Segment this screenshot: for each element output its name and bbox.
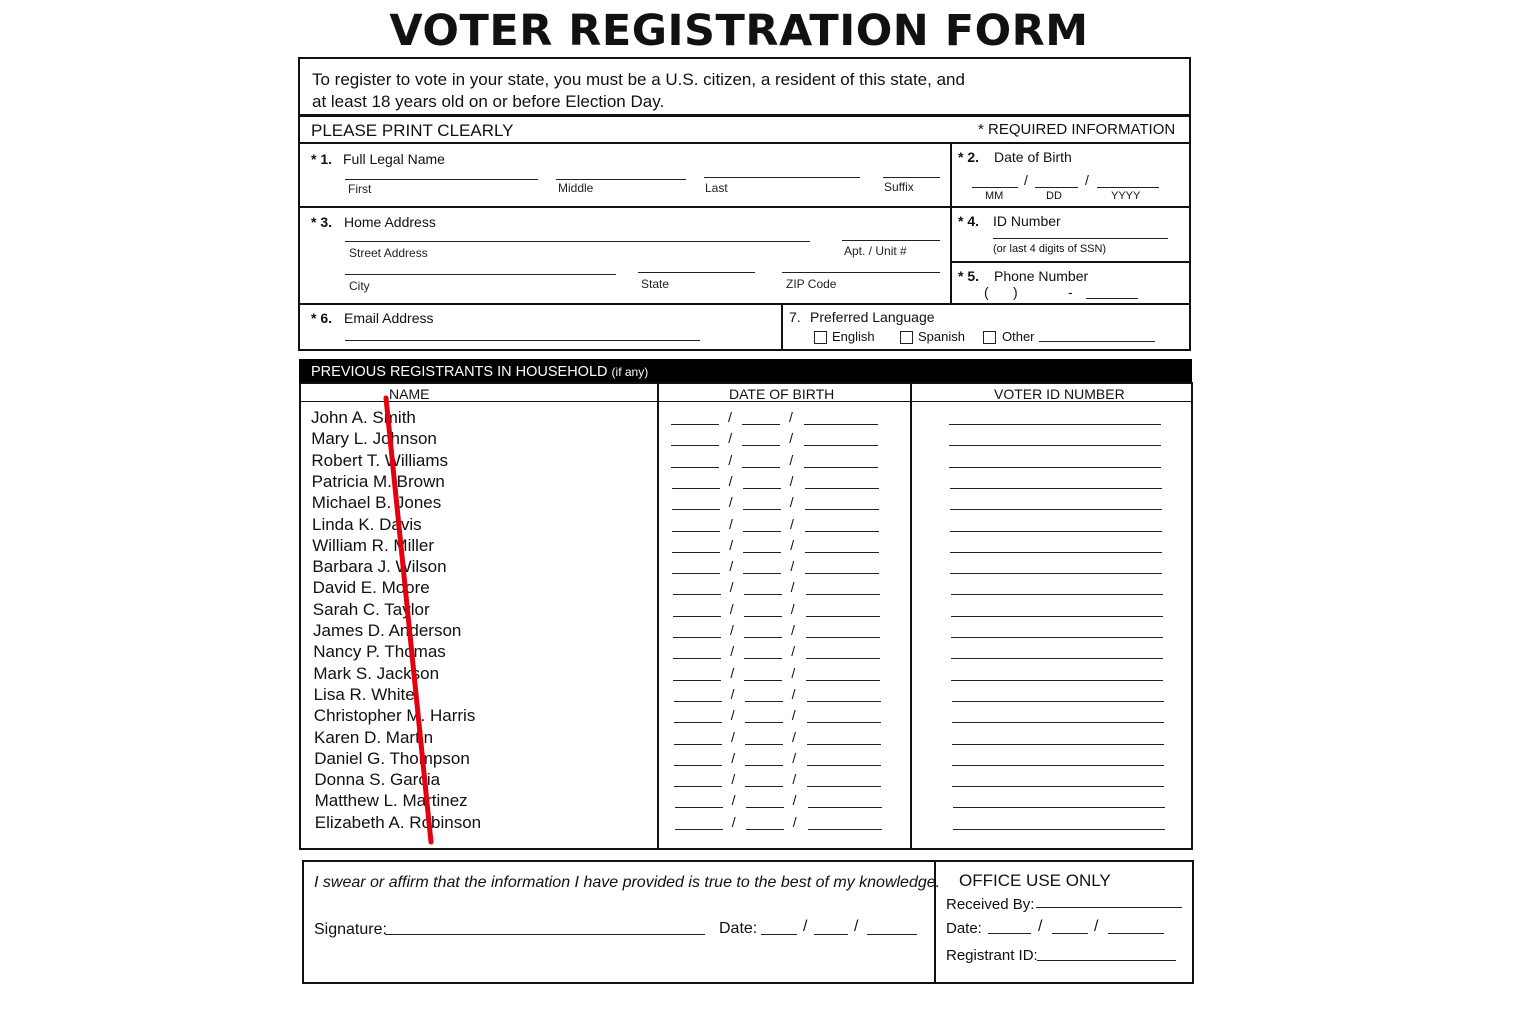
phone-dash: - — [1068, 284, 1073, 300]
registrant-id-label: Registrant ID: — [946, 947, 1038, 964]
household-dob-slash: / — [791, 622, 795, 638]
household-dob-slash: / — [728, 494, 733, 511]
household-dob-slash: / — [789, 472, 794, 489]
household-dob-slash: / — [790, 536, 795, 553]
household-dob-slash: / — [792, 792, 797, 809]
lang-label: Preferred Language — [810, 309, 935, 325]
middle-sublabel: Middle — [558, 181, 594, 195]
household-dob-slash: / — [789, 430, 794, 447]
intro-line-1: To register to vote in your state, you must be a U.S. citizen, a resident of this state, and — [312, 70, 965, 89]
zip-sublabel: ZIP Code — [786, 277, 837, 291]
sign-date-mm[interactable] — [761, 934, 797, 935]
sign-date-label: Date: — [719, 920, 758, 937]
registrant-name: Donna S. Garcia — [314, 770, 441, 790]
phone-label: Phone Number — [994, 268, 1089, 284]
office-date-slash-2: / — [1094, 918, 1099, 935]
registrant-name: Linda K. Davis — [312, 514, 422, 534]
id-number-label: ID Number — [993, 213, 1061, 229]
household-dob-slash: / — [790, 515, 794, 532]
mm-sublabel: MM — [985, 190, 1004, 202]
household-dob-slash: / — [791, 643, 796, 660]
registrant-name: William R. Miller — [312, 535, 435, 555]
col-dob-header: DATE OF BIRTH — [729, 386, 835, 402]
spanish-label: Spanish — [918, 329, 965, 344]
household-dob-slash: / — [728, 472, 733, 489]
yyyy-sublabel: YYYY — [1111, 190, 1141, 202]
phone-paren-close: ) — [1013, 284, 1018, 300]
household-dob-slash: / — [790, 600, 795, 617]
household-dob-slash: / — [731, 728, 735, 745]
household-dob-slash: / — [731, 749, 736, 766]
household-dob-slash: / — [791, 664, 796, 681]
english-label: English — [832, 329, 875, 344]
household-dob-slash: / — [790, 579, 795, 596]
household-dob-slash: / — [789, 494, 794, 511]
id-number-num: * 4. — [958, 213, 980, 229]
phone-num: * 5. — [958, 268, 980, 284]
household-dob-slash: / — [729, 600, 734, 617]
registrant-name: Elizabeth A. Robinson — [314, 812, 482, 832]
street-sublabel: Street Address — [349, 246, 428, 260]
affirmation-text: I swear or affirm that the information I have provided is true to the best of my knowledge. — [314, 874, 941, 891]
office-date-yyyy[interactable] — [1108, 933, 1164, 934]
dd-sublabel: DD — [1046, 190, 1062, 202]
household-dob-slash: / — [731, 792, 736, 809]
household-dob-slash: / — [792, 771, 797, 788]
id-number-hint: (or last 4 digits of SSN) — [993, 243, 1107, 255]
household-dob-slash: / — [731, 771, 736, 788]
registrant-name: Mary L. Johnson — [311, 429, 437, 449]
household-dob-slash: / — [729, 579, 734, 596]
registrant-name: Karen D. Martin — [314, 727, 434, 747]
registrant-name: James D. Anderson — [313, 621, 462, 640]
household-dob-slash: / — [728, 409, 732, 425]
office-date-slash-1: / — [1038, 918, 1043, 935]
first-sublabel: First — [348, 182, 372, 196]
intro-line-2: at least 18 years old on or before Election Day. — [312, 92, 665, 111]
registrant-name: Matthew L. Martinez — [314, 791, 468, 811]
col-voter-id-header: VOTER ID NUMBER — [994, 386, 1125, 402]
form-title: VOTER REGISTRATION FORM — [389, 6, 1089, 56]
registrant-name: Daniel G. Thompson — [314, 748, 470, 768]
household-dob-slash: / — [729, 558, 734, 575]
household-dob-slash: / — [792, 728, 796, 745]
household-dob-slash: / — [792, 749, 797, 766]
registrant-name: John A. Smith — [311, 408, 416, 427]
household-dob-slash: / — [791, 707, 796, 724]
registrant-name: Barbara J. Wilson — [312, 557, 447, 577]
required-info-label: * REQUIRED INFORMATION — [978, 121, 1176, 138]
home-label: Home Address — [344, 214, 436, 230]
registrant-name: David E. Moore — [312, 578, 430, 598]
household-dob-slash: / — [730, 622, 734, 638]
household-dob-slash: / — [729, 536, 734, 553]
suffix-sublabel: Suffix — [884, 180, 914, 194]
household-dob-slash: / — [792, 813, 797, 830]
household-dob-slash: / — [729, 515, 733, 532]
office-date-mm[interactable] — [988, 933, 1031, 934]
last-sublabel: Last — [705, 181, 728, 195]
household-header-title: PREVIOUS REGISTRANTS IN HOUSEHOLD — [311, 364, 608, 380]
household-dob-slash: / — [728, 430, 733, 447]
registrant-name: Nancy P. Thomas — [313, 642, 446, 662]
household-header-note: (if any) — [611, 365, 649, 379]
sign-date-dd[interactable] — [814, 934, 848, 935]
registrant-name: Mark S. Jackson — [313, 663, 440, 683]
registrant-name: Michael B. Jones — [311, 493, 442, 513]
full-name-label: Full Legal Name — [343, 151, 445, 167]
household-dob-slash: / — [730, 664, 735, 681]
received-by-label: Received By: — [946, 896, 1035, 913]
home-number: * 3. — [311, 214, 333, 230]
city-sublabel: City — [349, 279, 370, 293]
registrant-name: Sarah C. Taylor — [312, 599, 430, 619]
household-dob-slash: / — [790, 558, 795, 575]
household-dob-slash: / — [730, 685, 735, 702]
sign-date-slash-2: / — [854, 918, 859, 935]
dob-slash-1: / — [1024, 172, 1028, 188]
household-dob-slash: / — [730, 643, 735, 660]
household-dob-slash: / — [789, 451, 794, 468]
apt-sublabel: Apt. / Unit # — [844, 244, 907, 258]
registrant-id-field[interactable] — [1037, 960, 1176, 961]
registrant-name: Patricia M. Brown — [311, 471, 445, 491]
col-name-header: NAME — [389, 386, 430, 402]
sign-date-yyyy[interactable] — [867, 934, 917, 935]
email-label: Email Address — [344, 310, 434, 326]
lang-num: 7. — [789, 309, 801, 325]
strike-line — [386, 398, 431, 842]
registrant-name: Christopher M. Harris — [313, 706, 476, 726]
signature-field[interactable] — [385, 934, 705, 935]
email-num: * 6. — [311, 310, 333, 326]
phone-paren-open: ( — [984, 284, 989, 300]
full-name-number: * 1. — [311, 151, 333, 167]
print-clearly-label: PLEASE PRINT CLEARLY — [311, 121, 514, 140]
household-dob-slash: / — [730, 707, 735, 724]
registrant-name: Lisa R. White — [313, 684, 415, 704]
state-sublabel: State — [641, 277, 670, 291]
office-date-label: Date: — [946, 920, 982, 937]
received-by-field[interactable] — [1036, 907, 1182, 908]
household-dob-slash: / — [789, 409, 793, 425]
signature-label: Signature: — [314, 921, 387, 938]
other-label: Other — [1002, 329, 1035, 344]
dob-slash-2: / — [1085, 172, 1089, 188]
dob-label: Date of Birth — [994, 149, 1072, 165]
office-use-title: OFFICE USE ONLY — [959, 871, 1111, 890]
office-date-dd[interactable] — [1052, 933, 1088, 934]
household-dob-slash: / — [728, 451, 733, 468]
sign-date-slash-1: / — [803, 918, 808, 935]
household-dob-slash: / — [731, 813, 736, 830]
registrant-name: Robert T. Williams — [311, 450, 449, 470]
household-dob-slash: / — [791, 685, 796, 702]
dob-number: * 2. — [958, 149, 980, 165]
